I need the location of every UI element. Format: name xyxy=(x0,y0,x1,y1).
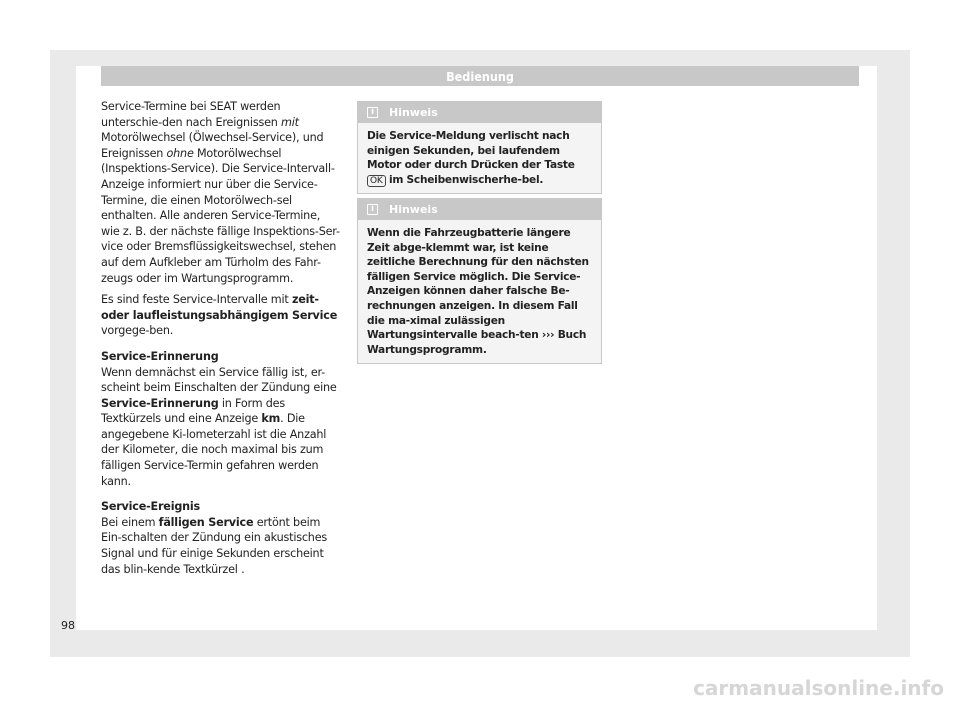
italic-mit: mit xyxy=(281,115,299,129)
subheading-service-ereignis: Service-Ereignis xyxy=(101,500,201,514)
text-span: . xyxy=(241,562,245,576)
note-text xyxy=(358,220,601,363)
bold-text: Service-Erinnerung xyxy=(101,396,219,410)
section-header xyxy=(101,66,859,86)
text-span: ertönt beim Ein-schalten der Zündung ein akustisches Signal und für einige Sekunden erscheint das blin-kende Textkürzel xyxy=(101,515,328,576)
note-text xyxy=(358,123,601,193)
section-title: Bedienung xyxy=(446,68,514,84)
paragraph-erinnerung xyxy=(101,365,341,490)
left-column xyxy=(101,99,341,583)
ok-key-icon: OK xyxy=(367,175,386,187)
note-header xyxy=(358,199,601,220)
text-span: Motorölwechsel (Inspektions-Service). Die Service-Intervall-Anzeige informiert nur über die Service-Termine, die einen Motorölwech-sel enthalten. Alle anderen Service-Termine, wie z. B. der nächste fällige Inspektions-Ser-vice oder Bremsflüssigkeitswechsel, stehen auf dem Aufkleber am Türholm des Fahr-zeugs oder im Wartungsprogramm. xyxy=(101,146,340,285)
text-span: und eine Anzeige xyxy=(164,412,262,426)
text-span: Buch Wartungsprogramm. xyxy=(367,329,587,356)
footer-watermark: carmanualsonline.info xyxy=(693,676,944,700)
note-box-2 xyxy=(357,198,602,364)
paragraph-service-termine xyxy=(101,99,341,286)
note-box-1 xyxy=(357,101,602,194)
paragraph-ereignis xyxy=(101,515,341,577)
bold-text: zeit- oder laufleistungsabhängigem Service xyxy=(101,293,338,322)
text-span: . Die angegebene Ki-lometerzahl ist die Anzahl der Kilometer, die noch maximal bis zum fälligen Service-Termin gefahren werden kann. xyxy=(101,412,327,488)
text-span: Motorölwechsel (Ölwechsel-Service), und Ereignissen xyxy=(101,131,324,160)
page-number: 98 xyxy=(61,619,75,632)
text-span: Die Service-Meldung verlischt nach einigen Sekunden, bei laufendem Motor oder durch Drücken der Taste xyxy=(367,130,575,172)
text-span: Wenn demnächst ein Service fällig ist, er-scheint beim Einschalten der Zündung eine xyxy=(101,365,337,395)
info-icon: i xyxy=(367,107,378,118)
subheading-service-erinnerung: Service-Erinnerung xyxy=(101,349,219,363)
text-span: vorgege-ben. xyxy=(101,324,174,338)
italic-ohne: ohne xyxy=(166,146,194,160)
note-header xyxy=(358,102,601,123)
info-icon: i xyxy=(367,204,378,215)
bold-text: fälligen Service xyxy=(158,515,254,529)
note-title: Hinweis xyxy=(389,203,438,216)
text-span: Bei einem xyxy=(101,515,159,529)
paragraph-intervalle xyxy=(101,292,341,339)
reference-arrows: ››› xyxy=(541,329,555,342)
text-span: Service-Termine bei SEAT werden unterschie-den nach Ereignissen xyxy=(101,100,282,129)
text-span: Wenn die Fahrzeugbatterie längere Zeit abge-klemmt war, ist keine zeitliche Berechnung für den nächsten fälligen Service möglich. Die Service-Anzeigen können daher falsche Be-rechnungen anzeigen. In diesem Fall die ma-ximal zulässigen Wartungsintervalle beach-ten xyxy=(367,227,589,342)
text-span: Es sind feste Service-Intervalle mit xyxy=(101,293,292,307)
km-symbol: km xyxy=(261,412,281,426)
note-title: Hinweis xyxy=(389,106,438,119)
text-span: im Scheibenwischerhe-bel. xyxy=(385,173,544,186)
text-span: in Form des Textkürzels xyxy=(101,396,285,426)
